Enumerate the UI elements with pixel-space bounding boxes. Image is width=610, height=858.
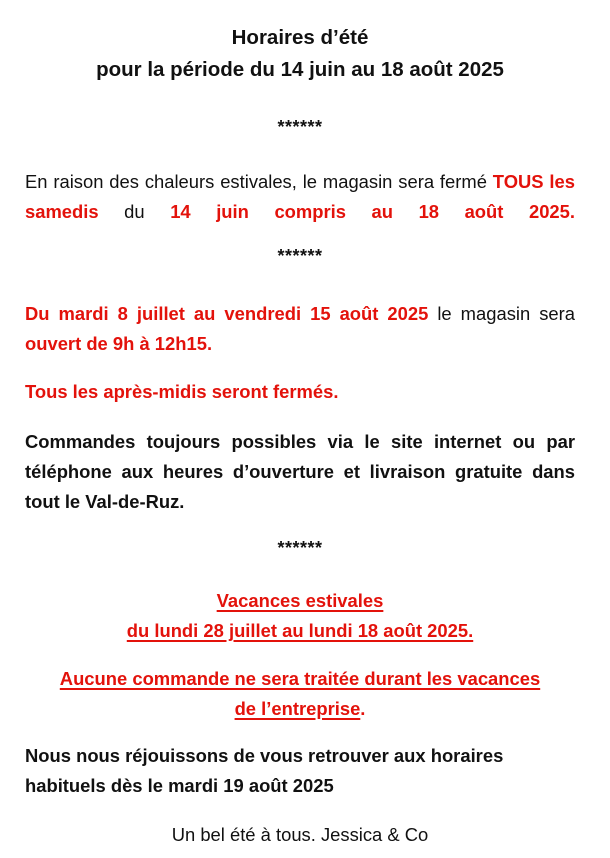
title-line-1: Horaires d’été [231,26,369,49]
page-title [25,22,575,86]
para1-text-1: En raison des chaleurs estivales, le magasin sera fermé [25,171,487,192]
para2-red-1: Du mardi 8 juillet au vendredi 15 août 2025 [25,303,429,324]
paragraph-afternoons-closed: Tous les après-midis seront fermés. [25,381,339,402]
separator-3: ****** [277,538,323,558]
para2-text-1: le magasin sera [428,303,575,324]
no-orders-line-2-period: . [360,698,366,719]
title-line-2: pour la période du 14 juin au 18 août 2025 [96,58,504,81]
paragraph-opening-hours [25,299,575,359]
para1-red-1: TOUS les samedis [25,171,575,222]
paragraph-orders: Commandes toujours possibles via le site internet ou par téléphone aux heures d’ouverture et livraison gratuite dans tout le Val-de-Ruz. [25,431,575,512]
no-orders-notice [25,664,575,724]
no-orders-line-2-text: de l’entreprise [234,698,361,719]
vacation-line-2: du lundi 28 juillet au lundi 18 août 2025. [126,620,474,641]
separator-2: ****** [277,246,323,266]
closing-message [25,741,575,801]
closing-line-2: habituels dès le mardi 19 août 2025 [25,775,334,796]
para2-red-2: ouvert de 9h à 12h15. [25,333,213,354]
vacation-line-1: Vacances estivales [216,590,384,611]
paragraph-saturday-closure [25,167,575,227]
para1-red-2: 14 juin compris au 18 août 2025. [170,201,575,222]
vacation-notice [25,586,575,646]
separator-1: ****** [277,117,323,137]
no-orders-line-2 [25,694,575,724]
para1-text-2: du [98,201,171,222]
signature: Un bel été à tous. Jessica & Co [171,824,429,845]
no-orders-line-1: Aucune commande ne sera traitée durant les vacances [59,668,541,689]
closing-line-1: Nous nous réjouissons de vous retrouver aux horaires [25,745,504,766]
